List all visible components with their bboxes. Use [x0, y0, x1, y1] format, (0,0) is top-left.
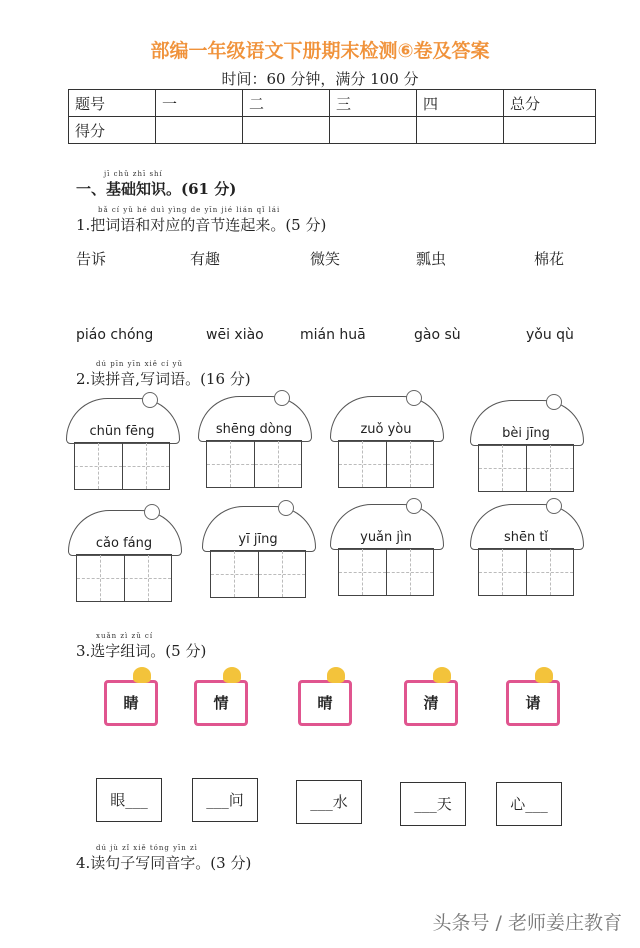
word-item: 微笑 [310, 250, 341, 268]
word-house [198, 396, 310, 492]
character-card [506, 680, 560, 726]
word-house [66, 398, 178, 494]
word-house [68, 510, 180, 606]
writing-grid[interactable] [206, 440, 302, 488]
character-card [404, 680, 458, 726]
pinyin-item: piáo chóng [76, 327, 154, 343]
table-cell: 得分 [69, 117, 156, 144]
word-house [470, 504, 582, 600]
pinyin-item: gào sù [414, 327, 461, 343]
exam-info: 时间：60 分钟，满分 100 分 [221, 70, 419, 88]
table-cell: 一 [156, 90, 243, 117]
writing-grid[interactable] [478, 444, 574, 492]
word-house [330, 504, 442, 600]
flower-icon [546, 394, 562, 410]
word-house [202, 506, 314, 602]
flower-icon [142, 392, 158, 408]
house-pinyin: shēng dòng [215, 422, 293, 437]
house-pinyin: bèi jīng [502, 426, 550, 441]
flower-icon [406, 390, 422, 406]
character-card [298, 680, 352, 726]
writing-grid[interactable] [478, 548, 574, 596]
pinyin-ruby: xuǎn zì zǔ cí [96, 632, 154, 640]
cartoon-icon [223, 667, 241, 683]
house-pinyin: yuǎn jìn [360, 530, 412, 545]
house-pinyin: zuǒ yòu [360, 422, 412, 437]
card-character: 请 [525, 694, 541, 712]
card-character: 情 [213, 694, 229, 712]
pinyin-item: wēi xiào [206, 327, 264, 343]
answer-box[interactable]: 心___ [496, 782, 562, 826]
answer-box[interactable]: ___天 [400, 782, 466, 826]
house-pinyin: yī jīng [238, 532, 278, 547]
pinyin-ruby: dú jù zǐ xiě tóng yīn zì [96, 844, 198, 852]
table-cell: 三 [330, 90, 417, 117]
answer-box[interactable]: ___问 [192, 778, 258, 822]
house-pinyin: chūn fēng [89, 424, 155, 439]
writing-grid[interactable] [210, 550, 306, 598]
cartoon-icon [535, 667, 553, 683]
score-table [68, 89, 596, 144]
house-pinyin: shēn tǐ [503, 530, 549, 545]
table-cell [330, 117, 417, 144]
table-cell [504, 117, 596, 144]
watermark: 头条号 / 老师姜庄教育 [432, 912, 622, 934]
page-title: 部编一年级语文下册期末检测⑥卷及答案 [150, 40, 490, 62]
word-item: 棉花 [534, 250, 565, 268]
table-cell: 题号 [69, 90, 156, 117]
pinyin-ruby: dú pīn yīn xiě cí yǔ [96, 360, 183, 368]
flower-icon [274, 390, 290, 406]
question-4-title: 4.读句子写同音字。(3 分) [76, 854, 252, 872]
word-item: 告诉 [76, 250, 107, 268]
section-heading: 一、基础知识。(61 分) [76, 180, 237, 198]
word-house [330, 396, 442, 492]
writing-grid[interactable] [76, 554, 172, 602]
pinyin-item: mián huā [300, 327, 366, 343]
pinyin-ruby: jī chǔ zhī shí [104, 170, 163, 178]
question-3-title: 3.选字组词。(5 分) [76, 642, 207, 660]
answer-box[interactable]: ___水 [296, 780, 362, 824]
table-cell [417, 117, 504, 144]
answer-box[interactable]: 眼___ [96, 778, 162, 822]
character-card [194, 680, 248, 726]
card-character: 清 [423, 694, 439, 712]
table-cell [243, 117, 330, 144]
table-row [69, 117, 596, 144]
table-cell [156, 117, 243, 144]
word-item: 瓢虫 [416, 250, 447, 268]
question-1-title: 1.把词语和对应的音节连起来。(5 分) [76, 216, 327, 234]
cartoon-icon [433, 667, 451, 683]
table-cell: 二 [243, 90, 330, 117]
card-character: 睛 [123, 694, 139, 712]
house-pinyin: cǎo fáng [95, 536, 153, 551]
table-cell: 四 [417, 90, 504, 117]
pinyin-ruby: bǎ cí yǔ hé duì yìng de yīn jié lián qǐ lái [98, 206, 281, 214]
card-character: 晴 [317, 694, 333, 712]
word-house [470, 400, 582, 496]
pinyin-item: yǒu qù [526, 327, 574, 343]
flower-icon [546, 498, 562, 514]
writing-grid[interactable] [74, 442, 170, 490]
question-2-title: 2.读拼音,写词语。(16 分) [76, 370, 251, 388]
writing-grid[interactable] [338, 548, 434, 596]
cartoon-icon [133, 667, 151, 683]
table-cell: 总分 [504, 90, 596, 117]
cartoon-icon [327, 667, 345, 683]
flower-icon [278, 500, 294, 516]
flower-icon [144, 504, 160, 520]
table-row [69, 90, 596, 117]
writing-grid[interactable] [338, 440, 434, 488]
flower-icon [406, 498, 422, 514]
word-item: 有趣 [190, 250, 221, 268]
character-card [104, 680, 158, 726]
